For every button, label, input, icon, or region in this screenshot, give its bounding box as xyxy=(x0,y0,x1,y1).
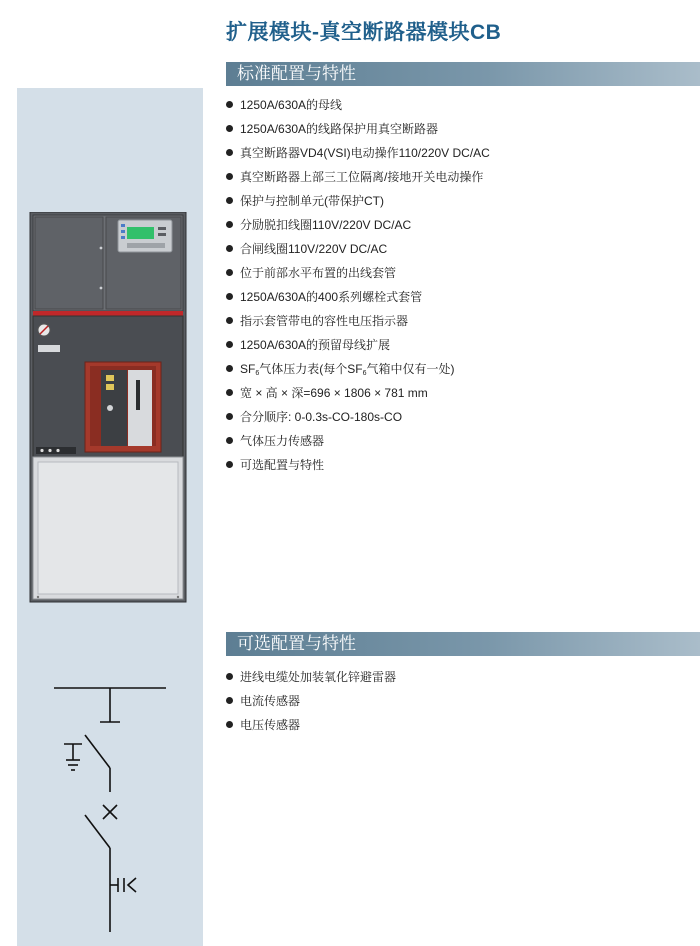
list-item xyxy=(226,435,490,459)
bullet-icon xyxy=(226,697,233,704)
bullet-icon xyxy=(226,173,233,180)
list-item xyxy=(226,243,490,267)
relay-led-icon xyxy=(121,230,125,233)
page-title: 扩展模块-真空断路器模块CB xyxy=(226,21,502,44)
sf6-gauge-text: $SF_6$气体压力表(每个$SF_6$气箱中仅有一处) xyxy=(240,362,455,377)
voltage-indicator-icon xyxy=(40,449,43,452)
list-item-text: 合闸线圈110V/220V DC/AC xyxy=(240,242,388,256)
list-item xyxy=(226,671,396,695)
list-item-text: 分励脱扣线圈110V/220V DC/AC xyxy=(240,218,412,232)
bullet-icon xyxy=(226,413,233,420)
list-item xyxy=(226,411,490,435)
breaker-mechanism-panel xyxy=(101,370,127,446)
single-line-diagram xyxy=(40,680,180,946)
breaker-indicator-icon xyxy=(106,375,114,381)
list-item-text: 1250A/630A的母线 xyxy=(240,98,343,112)
breaker-blade-icon xyxy=(85,815,110,848)
voltage-indicator-icon xyxy=(56,449,59,452)
bullet-icon xyxy=(226,461,233,468)
bullet-icon xyxy=(226,673,233,680)
red-stripe xyxy=(33,311,183,316)
list-item xyxy=(226,387,490,411)
breaker-lever-icon xyxy=(136,380,140,410)
bullet-icon xyxy=(226,341,233,348)
list-item-text: 气体压力传感器 xyxy=(240,434,325,448)
optional-features-list xyxy=(226,671,396,743)
list-item xyxy=(226,459,490,483)
optional-section-heading: 可选配置与特性 xyxy=(226,632,700,656)
label-plate-icon xyxy=(38,345,60,352)
relay-led-icon xyxy=(121,224,125,227)
relay-button-icon xyxy=(158,233,166,236)
top-left-door xyxy=(35,217,103,309)
bullet-icon xyxy=(226,389,233,396)
list-item xyxy=(226,363,490,387)
list-item xyxy=(226,719,396,743)
door-screw-icon xyxy=(177,596,179,598)
list-item xyxy=(226,219,490,243)
list-item-text: 1250A/630A的线路保护用真空断路器 xyxy=(240,122,439,136)
bullet-icon xyxy=(226,365,233,372)
list-item xyxy=(226,339,490,363)
list-item-text: 指示套管带电的容性电压指示器 xyxy=(240,314,409,328)
list-item-text: 可选配置与特性 xyxy=(240,458,325,472)
bullet-icon xyxy=(226,125,233,132)
bullet-icon xyxy=(226,317,233,324)
door-screw-icon xyxy=(100,287,103,290)
door-screw-icon xyxy=(37,596,39,598)
switchgear-cabinet-illustration xyxy=(28,212,190,604)
bullet-icon xyxy=(226,101,233,108)
relay-keypad-icon xyxy=(127,243,165,248)
bullet-icon xyxy=(226,245,233,252)
list-item-text: 1250A/630A的预留母线扩展 xyxy=(240,338,391,352)
list-item xyxy=(226,147,490,171)
cvi-arrow-icon xyxy=(128,878,136,892)
disconnector-blade-icon xyxy=(85,735,110,768)
list-item-text: 保护与控制单元(带保护CT) xyxy=(240,194,384,208)
cable-compartment-door xyxy=(38,462,178,594)
list-item xyxy=(226,195,490,219)
relay-button-icon xyxy=(158,227,166,230)
breaker-button-icon xyxy=(107,405,113,411)
bullet-icon xyxy=(226,197,233,204)
relay-led-icon xyxy=(121,236,125,239)
list-item-text: 电流传感器 xyxy=(240,694,301,708)
list-item-text: 电压传感器 xyxy=(240,718,301,732)
list-item-text: 进线电缆处加装氧化锌避雷器 xyxy=(240,670,397,684)
list-item xyxy=(226,267,490,291)
list-item-text: 合分顺序: 0-0.3s-CO-180s-CO xyxy=(240,410,403,424)
list-item xyxy=(226,315,490,339)
list-item xyxy=(226,291,490,315)
bullet-icon xyxy=(226,269,233,276)
list-item-text: 真空断路器VD4(VSI)电动操作110/220V DC/AC xyxy=(240,146,490,160)
list-item xyxy=(226,171,490,195)
door-screw-icon xyxy=(100,247,103,250)
bullet-icon xyxy=(226,721,233,728)
standard-features-list xyxy=(226,99,490,483)
list-item-text: 真空断路器上部三工位隔离/接地开关电动操作 xyxy=(240,170,484,184)
list-item xyxy=(226,695,396,719)
list-item-text: 宽 × 高 × 深=696 × 1806 × 781 mm xyxy=(240,386,428,400)
bullet-icon xyxy=(226,149,233,156)
list-item-text: 1250A/630A的400系列螺栓式套管 xyxy=(240,290,423,304)
voltage-indicator-icon xyxy=(48,449,51,452)
standard-section-heading: 标准配置与特性 xyxy=(226,62,700,86)
list-item xyxy=(226,99,490,123)
relay-display-icon xyxy=(127,227,154,239)
bullet-icon xyxy=(226,437,233,444)
breaker-indicator-icon xyxy=(106,384,114,390)
list-item xyxy=(226,123,490,147)
bullet-icon xyxy=(226,293,233,300)
list-item-text: 位于前部水平布置的出线套管 xyxy=(240,266,397,280)
bullet-icon xyxy=(226,221,233,228)
